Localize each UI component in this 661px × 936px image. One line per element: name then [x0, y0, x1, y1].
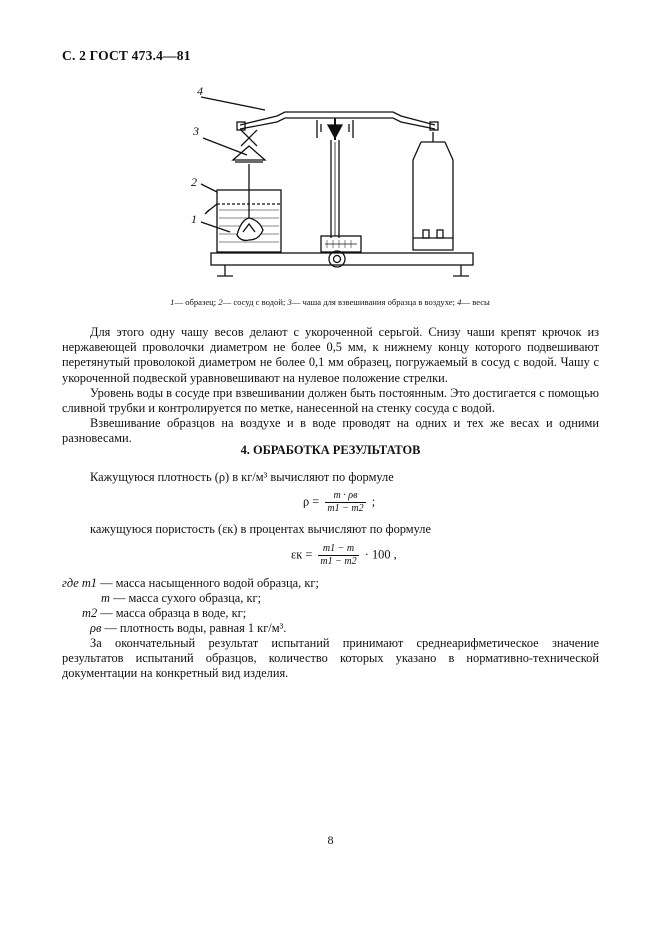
legend-text-rho: — плотность воды, равная 1 кг/м³. [104, 621, 287, 635]
beam [237, 112, 438, 140]
callout-1: 1 [191, 212, 197, 226]
legend-text-m1: — масса насыщенного водой образца, кг; [100, 576, 319, 590]
density-formula [303, 490, 375, 515]
porosity-lhs: εк = [291, 547, 313, 562]
figure-caption [60, 297, 600, 307]
legend-sym-m2: m2 [82, 606, 98, 620]
section-heading: 4. ОБРАБОТКА РЕЗУЛЬТАТОВ [240, 443, 421, 457]
porosity-intro: кажущуюся пористость (εк) в процентах вычисляют по формуле [90, 522, 431, 536]
porosity-tail: · 100 , [364, 547, 397, 562]
balance-figure [185, 80, 485, 290]
leader-4 [201, 97, 265, 110]
base [211, 251, 473, 276]
legend-sym-m1: где m1 [62, 576, 97, 590]
legend-sym-m: m [101, 591, 110, 605]
caption-t2: — сосуд с водой; [222, 297, 288, 307]
leader-2 [201, 184, 217, 192]
water-vessel [205, 190, 281, 252]
paragraph-2: Уровень воды в сосуде при взвешивании должен быть постоянным. Это достигается с помощью сливной трубки и контролируется по метке, нанесенной на стенку сосуда с водой. [62, 386, 599, 416]
density-tail: ; [371, 494, 376, 509]
porosity-numerator: m1 − m [318, 543, 358, 556]
caption-n3: 3 [287, 297, 292, 307]
density-intro: Кажущуюся плотность (ρ) в кг/м³ вычисляют по формуле [90, 470, 394, 484]
density-fraction [325, 490, 365, 515]
caption-n1: 1 [170, 297, 175, 307]
caption-n4: 4 [457, 297, 462, 307]
density-numerator: m · ρв [325, 490, 365, 503]
symbol-legend [62, 576, 599, 638]
paragraph-3: Взвешивание образцов на воздухе и в воде проводят на одних и тех же весах и одними разновесами. [62, 416, 599, 446]
running-title: С. 2 ГОСТ 473.4—81 [62, 48, 191, 63]
left-pan [233, 130, 265, 220]
legend-text-m: — масса сухого образца, кг; [113, 591, 262, 605]
density-denominator: m1 − m2 [327, 503, 364, 514]
porosity-fraction [318, 543, 358, 568]
caption-t3: — чаша для взвешивания образца в воздухе; [291, 297, 458, 307]
column [321, 140, 361, 252]
density-lhs: ρ = [303, 494, 320, 509]
callout-4: 4 [197, 84, 203, 98]
legend-sym-rho: ρв [90, 621, 102, 635]
callout-3: 3 [193, 124, 199, 138]
leader-3 [203, 138, 247, 155]
paragraph-1: Для этого одну чашу весов делают с укороченной серьгой. Снизу чаши крепят крючок из нержавеющей проволочки диаметром не более 0,5 мм, к нижнему концу которого подвешивают перетянутый проволокой диаметром не более 0,1 мм образец, погружаемый в сосуд с водой. Чашу с укороченной подвеской уравновешивают на нулевое положение стрелки. [62, 325, 599, 385]
page-number: 8 [327, 833, 334, 847]
right-pan [413, 132, 453, 250]
callout-2: 2 [191, 175, 197, 189]
leader-1 [201, 222, 230, 232]
conclusion-paragraph: За окончательный результат испытаний принимают среднеарифметическое значение результатов испытаний образцов, количество которых указано в нормативно-технической документации на конкретный вид изделия. [62, 636, 599, 681]
legend-text-m2: — масса образца в воде, кг; [100, 606, 247, 620]
caption-n2: 2 [218, 297, 223, 307]
porosity-denominator: m1 − m2 [320, 556, 357, 567]
caption-t1: — образец; [174, 297, 219, 307]
porosity-formula [291, 543, 397, 568]
caption-t4: — весы [461, 297, 490, 307]
